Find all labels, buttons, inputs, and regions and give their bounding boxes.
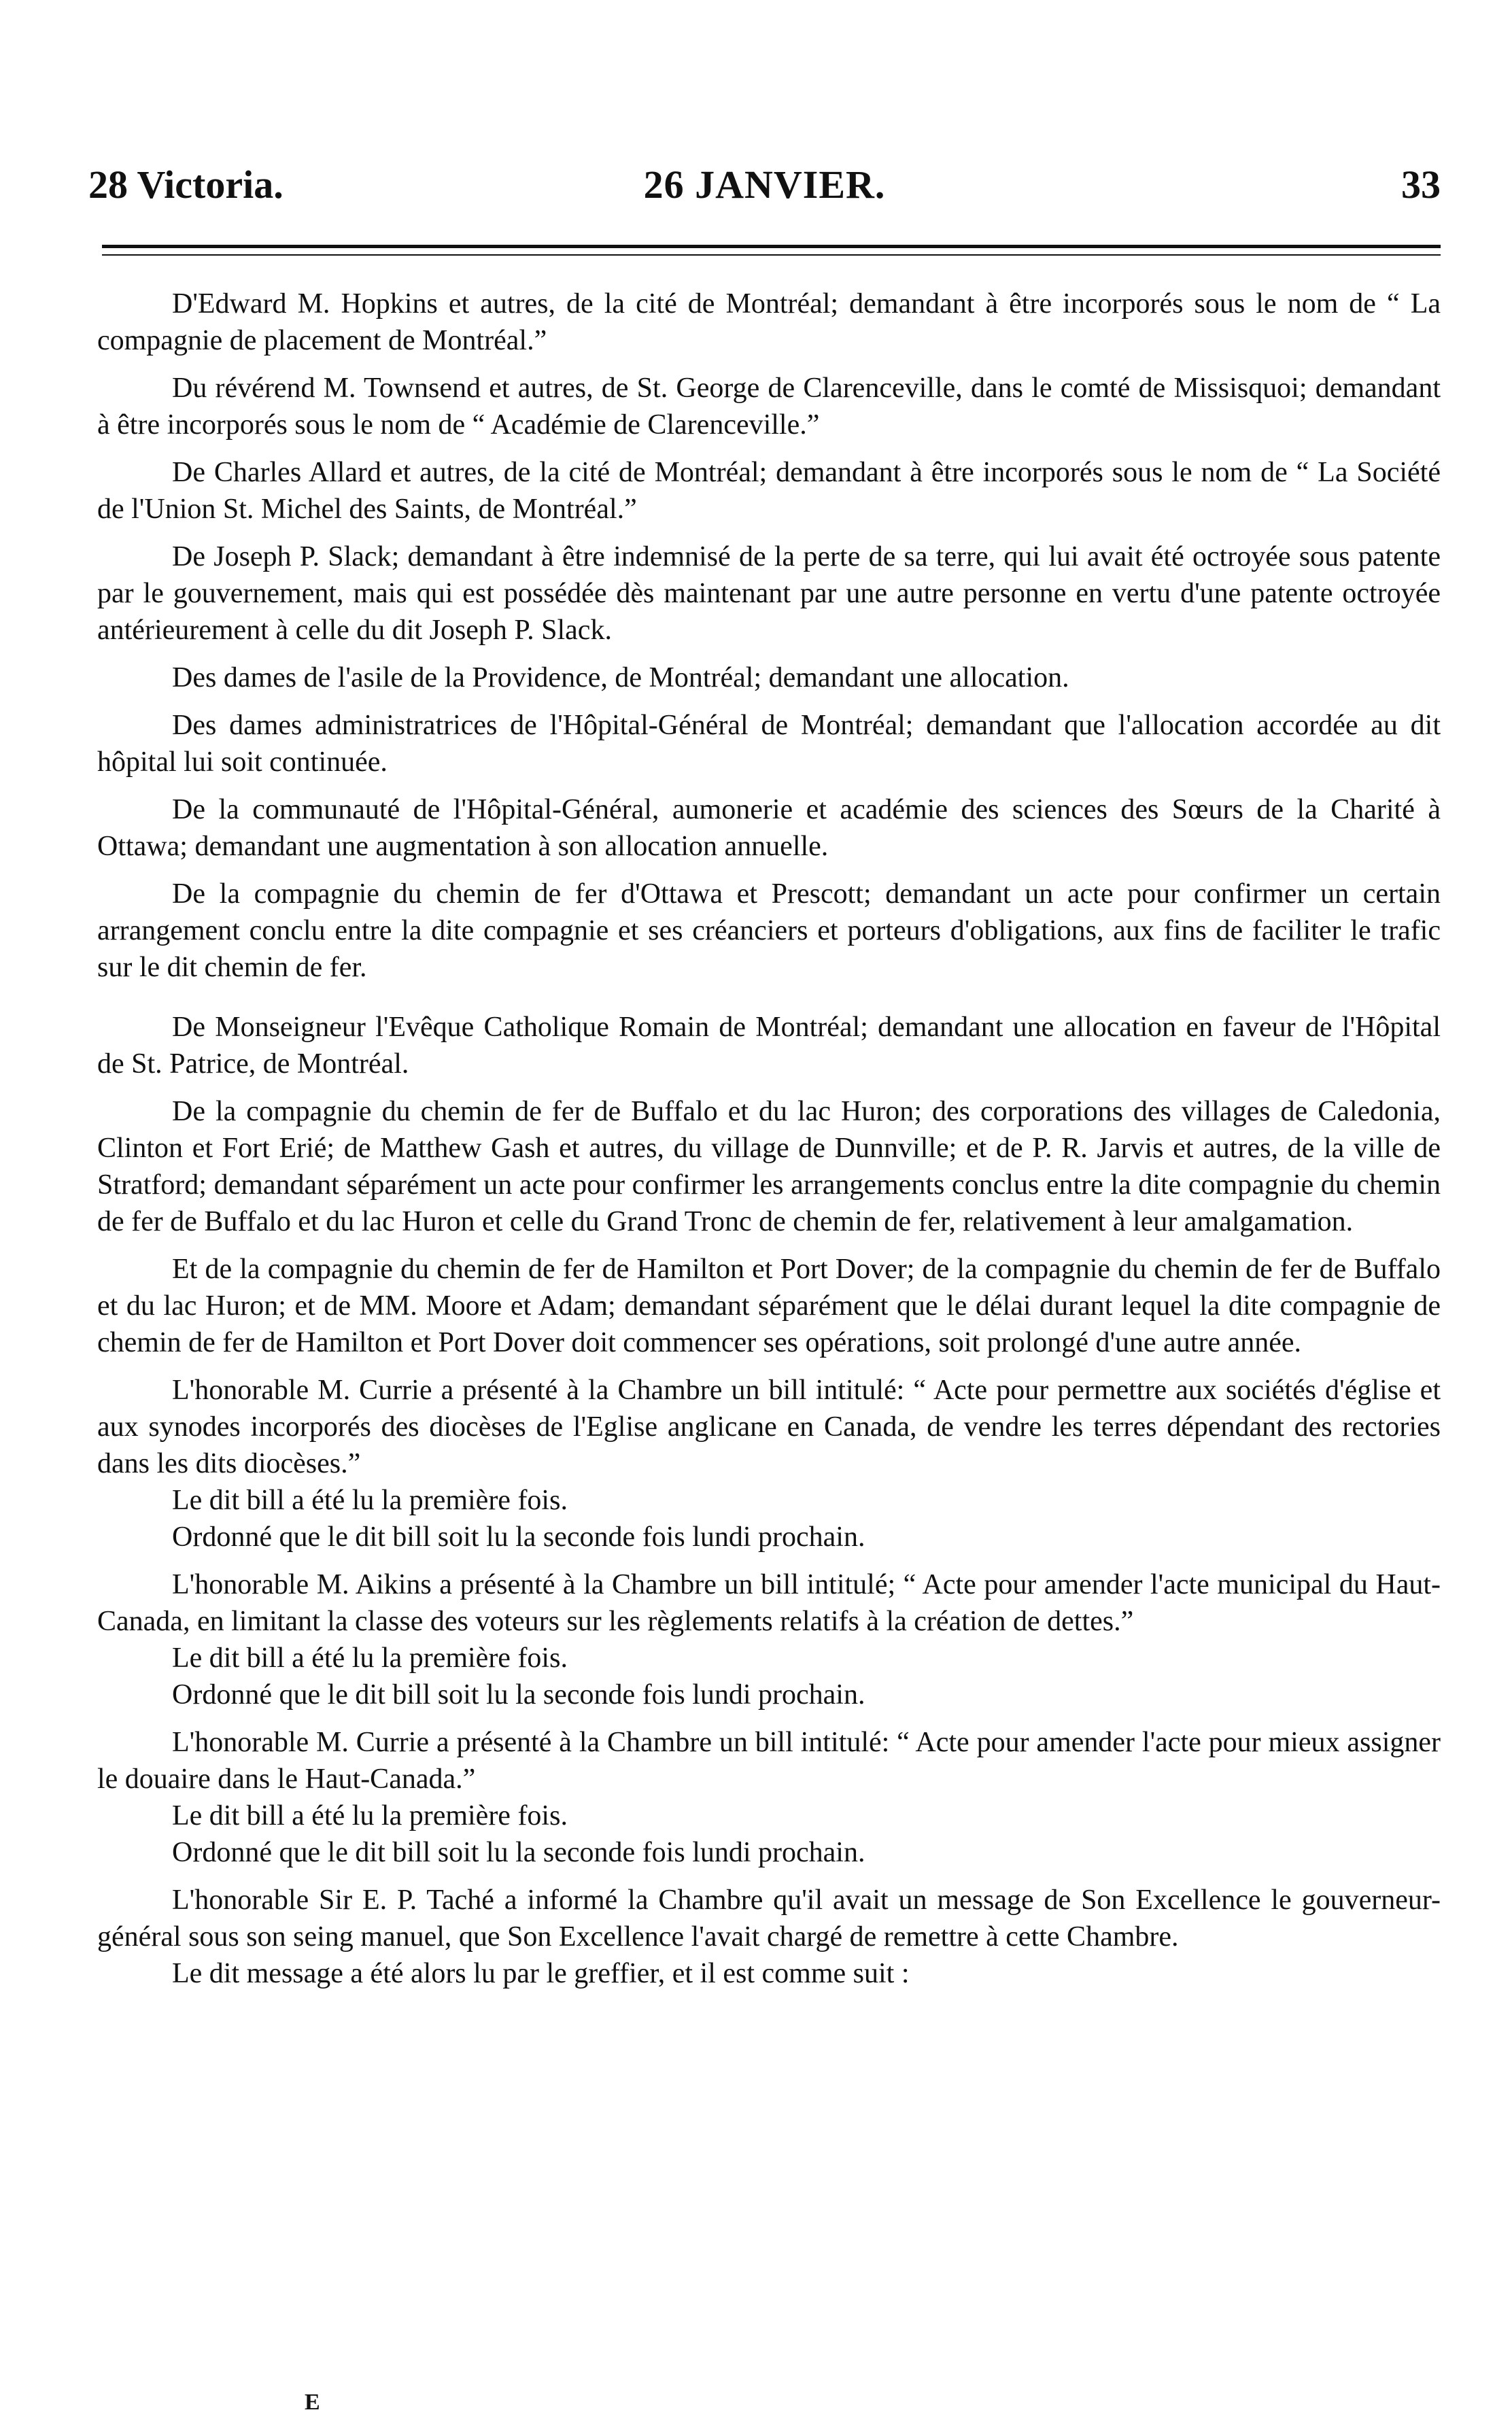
- bill-reading-line: Le dit bill a été lu la première fois.: [172, 1485, 568, 1516]
- petition-paragraph: Des dames de l'asile de la Providence, de Montréal; demandant une allocation.: [172, 662, 1069, 693]
- petition-paragraph: De la communauté de l'Hôpital-Général, aumonerie et académie des sciences des Sœurs de la Charité à Ottawa; demandant une augmentation à son allocation annuelle.: [97, 794, 1441, 862]
- message-read-line: Le dit message a été alors lu par le greffier, et il est comme suit :: [172, 1958, 910, 1989]
- petition-paragraph: Et de la compagnie du chemin de fer de Hamilton et Port Dover; de la compagnie du chemin de fer de Buffalo et du lac Huron; et de MM. Moore et Adam; demandant séparément que le délai durant lequel la dite compagnie de chemin de fer de Hamilton et Port Dover doit commencer ses opérations, soit prolongé d'une autre année.: [97, 1254, 1441, 1358]
- petition-paragraph: De Monseigneur l'Evêque Catholique Romain de Montréal; demandant une allocation en faveur de l'Hôpital de St. Patrice, de Montréal.: [97, 1012, 1441, 1080]
- header-rule-thin: [102, 254, 1441, 256]
- running-header: [88, 162, 1441, 223]
- header-rule-thick: [102, 245, 1441, 248]
- document-body: [97, 286, 1441, 2003]
- petition-paragraph: D'Edward M. Hopkins et autres, de la cité de Montréal; demandant à être incorporés sous le nom de “ La compagnie de placement de Montréal.”: [97, 288, 1441, 356]
- petition-paragraph: De la compagnie du chemin de fer de Buffalo et du lac Huron; des corporations des villages de Caledonia, Clinton et Fort Erié; de Matthew Gash et autres, du village de Dunnville; et de P. R. Jarvis et autres, de la ville de Stratford; demandant séparément un acte pour confirmer les arrangements conclus entre la dite compagnie du chemin de fer de Buffalo et du lac Huron et celle du Grand Tronc de chemin de fer, relativement à leur amalgamation.: [97, 1096, 1441, 1237]
- petition-paragraph: Du révérend M. Townsend et autres, de St. George de Clarenceville, dans le comté de Missisquoi; demandant à être incorporés sous le nom de “ Académie de Clarenceville.”: [97, 373, 1441, 441]
- bill-paragraph: L'honorable M. Aikins a présenté à la Chambre un bill intitulé; “ Acte pour amender l'acte municipal du Haut-Canada, en limitant la classe des voteurs sur les règlements relatifs à la création de dettes.”: [97, 1569, 1441, 1637]
- petition-paragraph: Des dames administratrices de l'Hôpital-Général de Montréal; demandant que l'allocation accordée au dit hôpital lui soit continuée.: [97, 710, 1441, 778]
- header-regnal-year: 28 Victoria.: [88, 162, 284, 207]
- bill-order-line: Ordonné que le dit bill soit lu la seconde fois lundi prochain.: [172, 1679, 865, 1710]
- bill-reading-line: Le dit bill a été lu la première fois.: [172, 1643, 568, 1674]
- page-number: 33: [1401, 162, 1441, 207]
- bill-paragraph: L'honorable M. Currie a présenté à la Chambre un bill intitulé: “ Acte pour amender l'acte pour mieux assigner le douaire dans le Haut-Canada.”: [97, 1727, 1441, 1795]
- signature-mark: E: [305, 2390, 320, 2415]
- bill-reading-line: Le dit bill a été lu la première fois.: [172, 1800, 568, 1831]
- header-date: 26 JANVIER.: [643, 162, 886, 207]
- petition-paragraph: De Charles Allard et autres, de la cité de Montréal; demandant à être incorporés sous le nom de “ La Société de l'Union St. Michel des Saints, de Montréal.”: [97, 457, 1441, 525]
- bill-order-line: Ordonné que le dit bill soit lu la seconde fois lundi prochain.: [172, 1837, 865, 1868]
- bill-order-line: Ordonné que le dit bill soit lu la seconde fois lundi prochain.: [172, 1521, 865, 1553]
- bill-paragraph: L'honorable M. Currie a présenté à la Chambre un bill intitulé: “ Acte pour permettre aux sociétés d'église et aux synodes incorporés des diocèses de l'Eglise anglicane en Canada, de vendre les terres dépendant des rectories dans les dits diocèses.”: [97, 1375, 1441, 1479]
- petition-paragraph: De Joseph P. Slack; demandant à être indemnisé de la perte de sa terre, qui lui avait été octroyée sous patente par le gouvernement, mais qui est possédée dès maintenant par une autre personne en vertu d'une patente octroyée antérieurement à celle du dit Joseph P. Slack.: [97, 541, 1441, 646]
- petition-paragraph: De la compagnie du chemin de fer d'Ottawa et Prescott; demandant un acte pour confirmer un certain arrangement conclu entre la dite compagnie et ses créanciers et porteurs d'obligations, aux fins de faciliter le trafic sur le dit chemin de fer.: [97, 878, 1441, 983]
- message-paragraph: L'honorable Sir E. P. Taché a informé la Chambre qu'il avait un message de Son Excellence le gouverneur-général sous son seing manuel, que Son Excellence l'avait chargé de remettre à cette Chambre.: [97, 1885, 1441, 1953]
